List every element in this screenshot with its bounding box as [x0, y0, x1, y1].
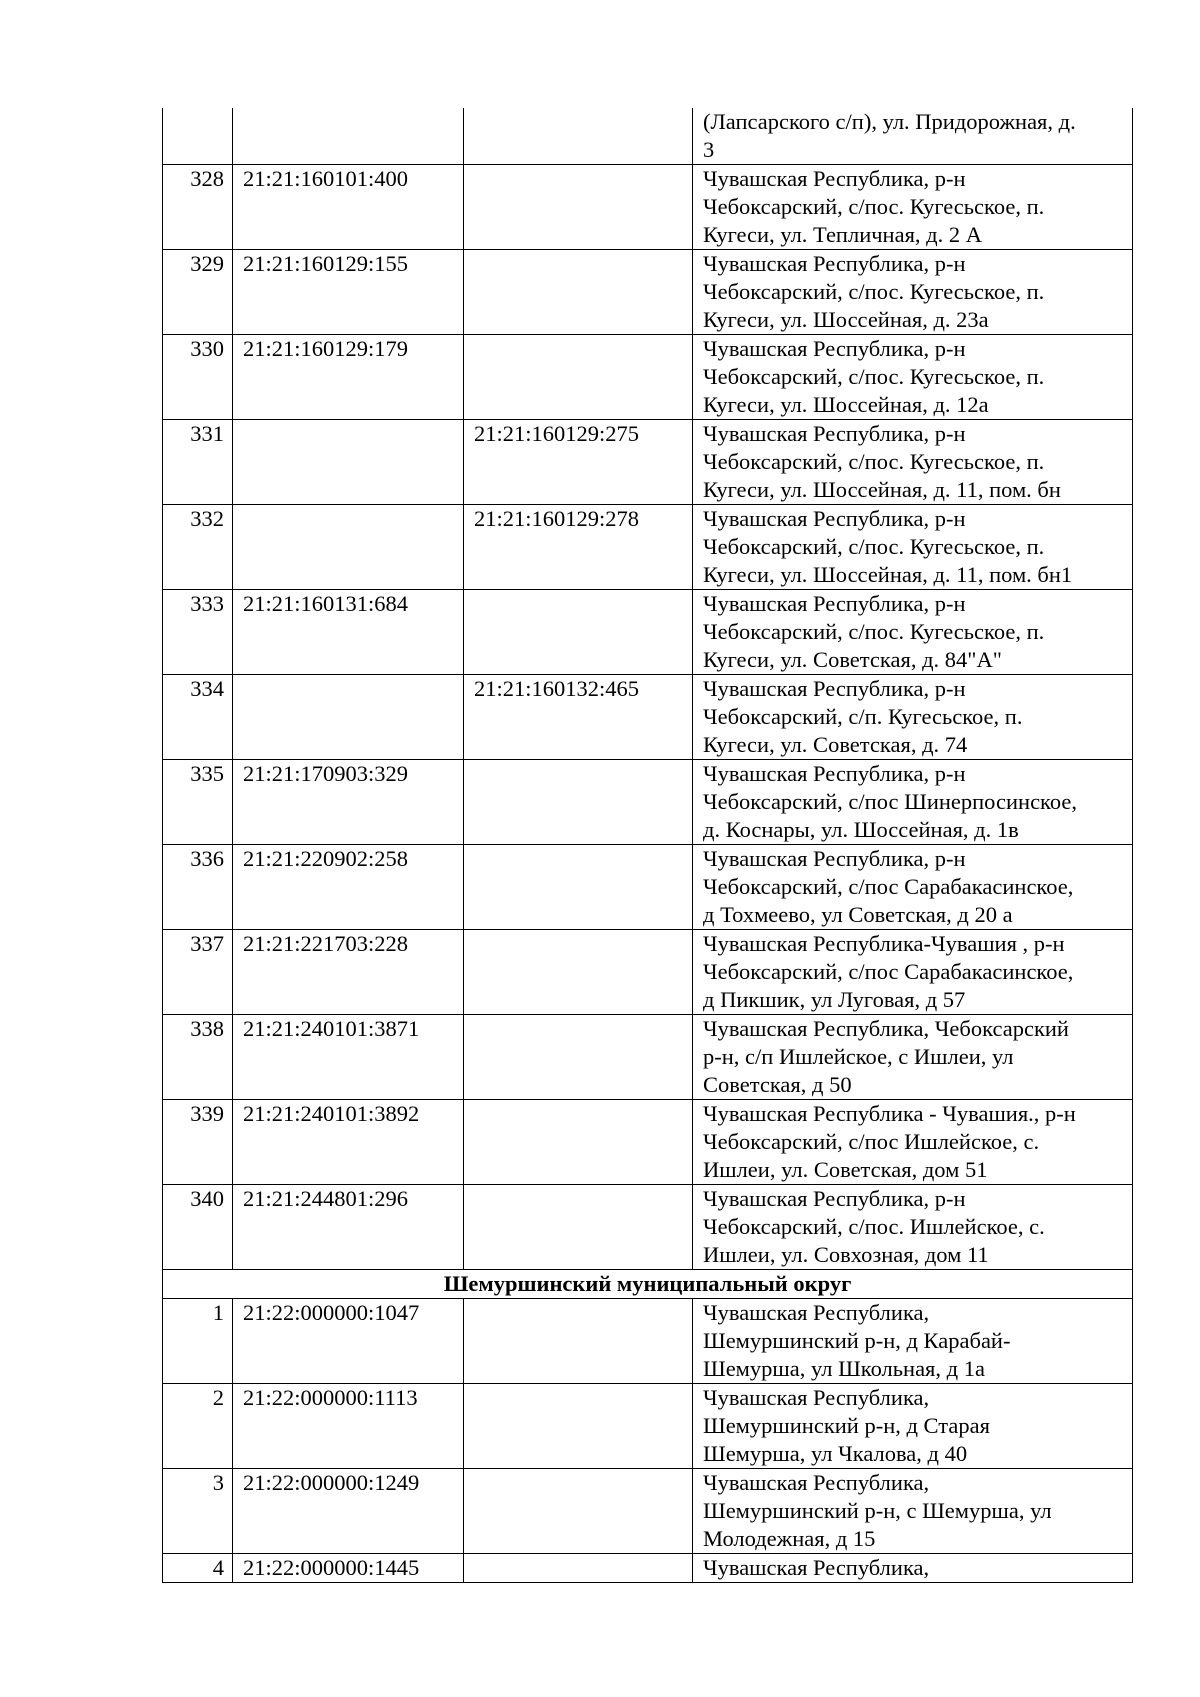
row-number-cell: 337 [163, 930, 233, 1015]
address-line: д. Коснары, ул. Шоссейная, д. 1в [703, 817, 1019, 842]
row-number-cell: 2 [163, 1384, 233, 1469]
row-number-cell: 336 [163, 845, 233, 930]
row-number-cell: 340 [163, 1185, 233, 1270]
address-cell [693, 1384, 1133, 1469]
address-line: Чувашская Республика, [703, 1470, 930, 1495]
table-row [163, 590, 1133, 675]
premises-cadastral-number-cell [464, 165, 693, 250]
address-line: Чувашская Республика, р-н [703, 336, 966, 361]
address-line: р-н, с/п Ишлейское, с Ишлеи, ул [703, 1044, 1014, 1069]
address-cell [693, 1015, 1133, 1100]
premises-cadastral-number-cell [464, 1299, 693, 1384]
premises-cadastral-number-cell: 21:21:160129:275 [464, 420, 693, 505]
address-cell [693, 335, 1133, 420]
address-line: Чувашская Республика, [703, 1300, 930, 1325]
cadastral-number-cell: 21:21:170903:329 [233, 760, 464, 845]
address-line: Кугеси, ул. Советская, д. 74 [703, 732, 968, 757]
address-cell [693, 250, 1133, 335]
address-line: Чебоксарский, с/пос. Кугесьское, п. [703, 619, 1045, 644]
address-line: Чебоксарский, с/пос Шинерпосинское, [703, 789, 1077, 814]
address-cell [693, 845, 1133, 930]
address-cell [693, 1469, 1133, 1554]
premises-cadastral-number-cell: 21:21:160129:278 [464, 505, 693, 590]
address-line: Ишлеи, ул. Советская, дом 51 [703, 1157, 988, 1182]
row-number-cell: 1 [163, 1299, 233, 1384]
address-line: Чебоксарский, с/пос Ишлейское, с. [703, 1129, 1040, 1154]
row-number-cell: 3 [163, 1469, 233, 1554]
table-row [163, 505, 1133, 590]
section-title: Шемуршинский муниципальный округ [163, 1270, 1133, 1299]
row-number-cell: 329 [163, 250, 233, 335]
address-line: Кугеси, ул. Шоссейная, д. 12а [703, 392, 989, 417]
cadastral-number-cell [233, 108, 464, 165]
address-line: Чебоксарский, с/пос Сарабакасинское, [703, 874, 1074, 899]
row-number-cell: 332 [163, 505, 233, 590]
cadastral-number-cell [233, 675, 464, 760]
table-row [163, 845, 1133, 930]
address-line: Чувашская Республика - Чувашия., р-н [703, 1101, 1076, 1126]
cadastral-number-cell: 21:21:240101:3871 [233, 1015, 464, 1100]
address-line: 3 [703, 137, 715, 162]
address-line: Чувашская Республика, р-н [703, 251, 966, 276]
address-line: Молодежная, д 15 [703, 1526, 876, 1551]
address-line: Чувашская Республика, р-н [703, 166, 966, 191]
row-number-cell: 4 [163, 1554, 233, 1583]
address-line: Кугеси, ул. Шоссейная, д. 23а [703, 307, 989, 332]
address-line: Чувашская Республика, р-н [703, 591, 966, 616]
row-number-cell: 335 [163, 760, 233, 845]
row-number-cell: 333 [163, 590, 233, 675]
premises-cadastral-number-cell [464, 1384, 693, 1469]
row-number-cell [163, 108, 233, 165]
address-line: Чувашская Республика, р-н [703, 506, 966, 531]
address-line: Чувашская Республика, р-н [703, 761, 966, 786]
table-row [163, 1554, 1133, 1583]
address-line: Чебоксарский, с/пос. Кугесьское, п. [703, 194, 1045, 219]
address-cell [693, 1100, 1133, 1185]
address-line: Чебоксарский, с/п. Кугесьское, п. [703, 704, 1023, 729]
table-row [163, 1299, 1133, 1384]
address-line: Шемуршинский р-н, с Шемурша, ул [703, 1498, 1052, 1523]
premises-cadastral-number-cell [464, 1469, 693, 1554]
cadastral-number-cell: 21:22:000000:1249 [233, 1469, 464, 1554]
premises-cadastral-number-cell [464, 930, 693, 1015]
table-row [163, 1100, 1133, 1185]
address-line: Шемуршинский р-н, д Старая [703, 1413, 990, 1438]
address-cell [693, 1299, 1133, 1384]
cadastral-number-cell: 21:21:160129:155 [233, 250, 464, 335]
cadastral-number-cell: 21:21:240101:3892 [233, 1100, 464, 1185]
address-line: Чебоксарский, с/пос Сарабакасинское, [703, 959, 1074, 984]
table-row [163, 250, 1133, 335]
cadastral-number-cell: 21:21:160101:400 [233, 165, 464, 250]
cadastral-number-cell: 21:22:000000:1445 [233, 1554, 464, 1583]
address-line: Кугеси, ул. Шоссейная, д. 11, пом. бн1 [703, 562, 1073, 587]
table-row [163, 420, 1133, 505]
premises-cadastral-number-cell [464, 760, 693, 845]
address-cell [693, 760, 1133, 845]
address-line: Чувашская Республика, р-н [703, 421, 966, 446]
premises-cadastral-number-cell [464, 1185, 693, 1270]
address-cell [693, 505, 1133, 590]
address-line: Кугеси, ул. Шоссейная, д. 11, пом. бн [703, 477, 1061, 502]
premises-cadastral-number-cell [464, 335, 693, 420]
premises-cadastral-number-cell: 21:21:160132:465 [464, 675, 693, 760]
row-number-cell: 331 [163, 420, 233, 505]
cadastral-number-cell: 21:22:000000:1047 [233, 1299, 464, 1384]
row-number-cell: 328 [163, 165, 233, 250]
cadastral-number-cell: 21:21:220902:258 [233, 845, 464, 930]
address-line: Кугеси, ул. Советская, д. 84"А" [703, 647, 1002, 672]
address-line: Чувашская Республика, Чебоксарский [703, 1016, 1069, 1041]
address-line: Чебоксарский, с/пос. Кугесьское, п. [703, 449, 1045, 474]
table-row [163, 1384, 1133, 1469]
address-cell [693, 1185, 1133, 1270]
table-row [163, 930, 1133, 1015]
premises-cadastral-number-cell [464, 1015, 693, 1100]
cadastral-number-cell: 21:22:000000:1113 [233, 1384, 464, 1469]
address-line: Чебоксарский, с/пос. Ишлейское, с. [703, 1214, 1045, 1239]
address-cell [693, 1554, 1133, 1583]
table-row [163, 165, 1133, 250]
address-line: Ишлеи, ул. Совхозная, дом 11 [703, 1242, 989, 1267]
row-number-cell: 334 [163, 675, 233, 760]
table-row [163, 335, 1133, 420]
address-line: Чувашская Республика, [703, 1555, 930, 1580]
section-header-row [163, 1270, 1133, 1299]
address-line: Чувашская Республика, р-н [703, 1186, 966, 1211]
premises-cadastral-number-cell [464, 1100, 693, 1185]
address-line: Шемурша, ул Школьная, д 1а [703, 1356, 985, 1381]
property-register-table [162, 108, 1133, 1583]
cadastral-number-cell [233, 505, 464, 590]
table-body [163, 108, 1133, 1583]
address-line: Чувашская Республика, [703, 1385, 930, 1410]
address-line: Чебоксарский, с/пос. Кугесьское, п. [703, 534, 1045, 559]
address-line: Чувашская Республика, р-н [703, 676, 966, 701]
address-line: Чебоксарский, с/пос. Кугесьское, п. [703, 279, 1045, 304]
address-cell [693, 165, 1133, 250]
cadastral-number-cell [233, 420, 464, 505]
cadastral-number-cell: 21:21:244801:296 [233, 1185, 464, 1270]
address-line: Чебоксарский, с/пос. Кугесьское, п. [703, 364, 1045, 389]
address-line: д Тохмеево, ул Советская, д 20 а [703, 902, 1013, 927]
address-cell [693, 108, 1133, 165]
address-line: Советская, д 50 [703, 1072, 852, 1097]
address-cell [693, 420, 1133, 505]
address-line: Чувашская Республика-Чувашия , р-н [703, 931, 1065, 956]
address-line: Кугеси, ул. Тепличная, д. 2 А [703, 222, 983, 247]
row-number-cell: 339 [163, 1100, 233, 1185]
row-number-cell: 330 [163, 335, 233, 420]
table-row [163, 1015, 1133, 1100]
address-cell [693, 930, 1133, 1015]
address-cell [693, 590, 1133, 675]
premises-cadastral-number-cell [464, 1554, 693, 1583]
address-cell [693, 675, 1133, 760]
table-row [163, 760, 1133, 845]
address-line: д Пикшик, ул Луговая, д 57 [703, 987, 966, 1012]
table-row [163, 1185, 1133, 1270]
cadastral-number-cell: 21:21:221703:228 [233, 930, 464, 1015]
row-number-cell: 338 [163, 1015, 233, 1100]
premises-cadastral-number-cell [464, 108, 693, 165]
premises-cadastral-number-cell [464, 845, 693, 930]
premises-cadastral-number-cell [464, 250, 693, 335]
table-row [163, 1469, 1133, 1554]
table-row [163, 675, 1133, 760]
premises-cadastral-number-cell [464, 590, 693, 675]
address-line: Шемуршинский р-н, д Карабай- [703, 1328, 1011, 1353]
cadastral-number-cell: 21:21:160129:179 [233, 335, 464, 420]
address-line: (Лапсарского с/п), ул. Придорожная, д. [703, 109, 1076, 134]
cadastral-number-cell: 21:21:160131:684 [233, 590, 464, 675]
address-line: Чувашская Республика, р-н [703, 846, 966, 871]
address-line: Шемурша, ул Чкалова, д 40 [703, 1441, 968, 1466]
table-row [163, 108, 1133, 165]
